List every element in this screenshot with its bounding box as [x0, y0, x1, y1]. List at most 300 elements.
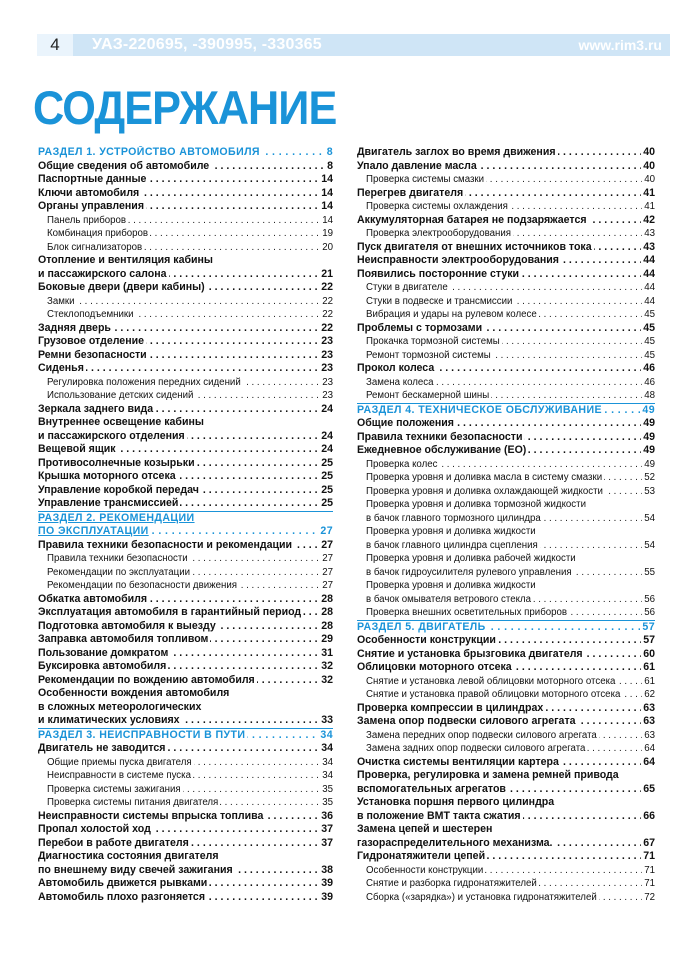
toc-entry-title: Заправка автомобиля топливом [38, 633, 209, 645]
toc-entry-title: в бачок омывателя ветрового стекла [366, 593, 531, 605]
book-title: УАЗ-220695, -390995, -330365 [92, 36, 322, 53]
toc-entry-title: Проверка уровня и доливка охлаждающей жидкости [366, 485, 603, 497]
toc-entry-title: Очистка системы вентиляции картера [357, 755, 559, 768]
toc-entry-title: Управление коробкой передач [38, 483, 199, 496]
toc-page-number: 33 [321, 714, 333, 726]
toc-entry-title: Проверка системы зажигания [47, 783, 181, 795]
toc-page-number: 49 [642, 403, 655, 416]
toc-entry-title: Автомобиль плохо разгоняется [38, 890, 206, 903]
toc-entry[interactable] [357, 810, 655, 824]
toc-page-number: 43 [644, 228, 655, 239]
toc-entry[interactable] [38, 470, 333, 484]
toc-entry[interactable] [357, 552, 655, 566]
toc-page-number: 14 [321, 173, 333, 185]
page-header-band [37, 34, 670, 56]
toc-entry-title: Стеклоподъемники [47, 309, 134, 320]
toc-left-column [38, 146, 333, 904]
toc-page-number: 27 [322, 566, 333, 578]
toc-entry[interactable] [38, 687, 333, 701]
toc-entry[interactable] [357, 606, 655, 621]
toc-entry-title: Пуск двигателя от внешних источников тока [357, 240, 592, 253]
toc-section-heading[interactable] [38, 146, 333, 160]
toc-entry-title: Задняя дверь [38, 321, 111, 334]
toc-page-number: 27 [320, 525, 333, 537]
toc-entry[interactable] [357, 850, 655, 864]
toc-page-number: 19 [322, 228, 333, 239]
toc-page-number: 36 [321, 809, 333, 822]
toc-entry[interactable] [38, 796, 333, 810]
toc-page-number: 14 [321, 186, 333, 199]
toc-entry[interactable] [38, 769, 333, 783]
toc-entry-title: Рекомендации по вождению автомобиля [38, 673, 255, 686]
toc-entry-title: Ключи автомобиля [38, 186, 140, 199]
toc-entry[interactable] [357, 729, 655, 743]
toc-entry-title: Стуки в двигателе [366, 282, 448, 293]
toc-entry-title: Проверка уровня и доливка тормозной жидкости [366, 499, 586, 510]
page-number: 4 [37, 34, 73, 56]
toc-entry[interactable] [357, 877, 655, 891]
toc-page-number: 64 [643, 755, 655, 768]
toc-page-number: 44 [644, 295, 655, 307]
toc-entry-title: Стуки в подвеске и трансмиссии [366, 295, 513, 307]
toc-entry-title: Проверка уровня и доливка жидкости [366, 580, 536, 591]
toc-entry[interactable] [38, 742, 333, 756]
toc-entry-title: Эксплуатация автомобиля в гарантийный период [38, 606, 302, 618]
toc-right-column [357, 146, 655, 904]
toc-entry[interactable] [38, 823, 333, 837]
toc-entry[interactable] [38, 497, 333, 512]
toc-entry-title: в бачок главного цилиндра сцепления [366, 539, 538, 551]
toc-entry[interactable] [357, 661, 655, 675]
toc-section-heading[interactable] [38, 729, 333, 743]
toc-entry[interactable] [357, 295, 655, 309]
toc-entry-title: Снятие и разборка гидронатяжителей [366, 878, 537, 889]
toc-entry[interactable] [38, 227, 333, 241]
toc-page-number: 40 [643, 159, 655, 172]
toc-page-number: 56 [644, 593, 655, 605]
toc-page-number: 25 [321, 456, 333, 469]
toc-entry-title: Ежедневное обслуживание (ЕО) [357, 444, 527, 456]
toc-entry[interactable] [357, 254, 655, 268]
toc-entry[interactable] [38, 579, 333, 593]
toc-entry[interactable] [357, 688, 655, 702]
toc-page-number: 53 [644, 485, 655, 497]
toc-page-number: 27 [322, 553, 333, 564]
toc-entry[interactable] [38, 295, 333, 309]
toc-entry[interactable] [357, 417, 655, 431]
toc-entry-title: Проверка, регулировка и замена ремней привода [357, 769, 619, 781]
toc-entry[interactable] [38, 362, 333, 376]
toc-entry-title: Обкатка автомобиля [38, 592, 148, 605]
toc-entry-title: Прокол колеса [357, 362, 435, 374]
toc-entry[interactable] [38, 416, 333, 430]
toc-page-number: 48 [644, 390, 655, 401]
toc-page-number: 49 [643, 430, 655, 443]
toc-entry[interactable] [357, 362, 655, 376]
toc-page-number: 39 [321, 877, 333, 889]
toc-entry[interactable] [357, 837, 655, 851]
toc-entry[interactable] [357, 187, 655, 201]
toc-entry-title: Гидронатяжители цепей [357, 850, 486, 862]
toc-entry-title: РАЗДЕЛ 1. УСТРОЙСТВО АВТОМОБИЛЯ [38, 146, 260, 158]
toc-entry[interactable] [38, 200, 333, 214]
toc-entry[interactable] [38, 810, 333, 824]
toc-entry[interactable] [38, 633, 333, 647]
toc-entry[interactable] [357, 539, 655, 553]
toc-entry[interactable] [357, 458, 655, 472]
toc-page-number: 39 [321, 890, 333, 903]
toc-page-number: 27 [321, 538, 333, 551]
toc-entry[interactable] [38, 714, 333, 729]
toc-entry[interactable] [38, 620, 333, 634]
toc-page-number: 34 [322, 756, 333, 768]
toc-page-number: 43 [643, 240, 655, 253]
toc-entry[interactable] [38, 430, 333, 444]
toc-entry[interactable] [357, 742, 655, 756]
toc-entry[interactable] [38, 756, 333, 770]
toc-entry[interactable] [357, 431, 655, 445]
toc-entry[interactable] [38, 443, 333, 457]
toc-page-number: 64 [644, 743, 655, 754]
toc-entry[interactable] [38, 701, 333, 715]
toc-entry-title: Комбинация приборов [47, 228, 149, 239]
toc-page-number: 71 [644, 878, 655, 889]
toc-entry[interactable] [38, 160, 333, 174]
toc-entry-title: Появились посторонние стуки [357, 267, 520, 280]
toc-entry-title: Грузовое отделение [38, 335, 144, 347]
toc-page-number: 34 [320, 728, 333, 741]
toc-entry-title: Общие сведения об автомобиле [38, 159, 210, 172]
toc-entry[interactable] [357, 308, 655, 322]
toc-entry[interactable] [38, 187, 333, 201]
toc-entry[interactable] [357, 349, 655, 363]
toc-page-number: 72 [644, 891, 655, 903]
page-title: СОДЕРЖАНИЕ [33, 81, 337, 134]
toc-entry-title: Общие приемы пуска двигателя [47, 756, 192, 768]
toc-page-number: 61 [643, 661, 655, 673]
toc-entry[interactable] [38, 254, 333, 268]
toc-page-number: 23 [321, 348, 333, 361]
toc-entry-title: Замки [47, 295, 75, 307]
toc-entry-title: Проверка уровня и доливка рабочей жидкости [366, 553, 576, 564]
toc-entry[interactable] [38, 457, 333, 471]
toc-page-number: 37 [321, 836, 333, 849]
toc-page-number: 54 [644, 539, 655, 551]
toc-entry-title: Правила техники безопасности [47, 553, 188, 564]
toc-page-number: 32 [321, 660, 333, 672]
toc-entry-title: Особенности конструкции [366, 864, 484, 876]
toc-page-number: 35 [322, 797, 333, 808]
toc-entry-title: Замена цепей и шестерен [357, 823, 493, 835]
toc-entry-title: Неисправности в системе пуска [47, 770, 191, 781]
toc-entry-title: РАЗДЕЛ 5. ДВИГАТЕЛЬ [357, 620, 486, 633]
toc-entry-title: и климатических условиях [38, 714, 180, 726]
toc-entry[interactable] [357, 498, 655, 512]
toc-entry[interactable] [357, 864, 655, 878]
toc-entry-title: Замена передних опор подвески силового агрегата [366, 729, 597, 741]
toc-entry[interactable] [38, 349, 333, 363]
toc-entry[interactable] [38, 484, 333, 498]
toc-section-heading[interactable] [357, 404, 655, 418]
toc-entry-title: Проверка системы смазки [366, 174, 485, 185]
toc-entry[interactable] [38, 660, 333, 674]
toc-entry-title: Крышка моторного отсека [38, 470, 176, 482]
toc-entry[interactable] [357, 444, 655, 458]
toc-entry-title: Диагностика состояния двигателя [38, 850, 219, 862]
toc-entry-title: Отопление и вентиляция кабины [38, 254, 213, 266]
toc-entry-title: в бачок гидроусилителя рулевого управления [366, 566, 572, 578]
toc-entry-title: Сиденья [38, 362, 84, 374]
toc-entry[interactable] [38, 783, 333, 797]
toc-entry[interactable] [38, 214, 333, 228]
toc-page-number: 40 [643, 146, 655, 158]
toc-entry-title: Неисправности системы впрыска топлива [38, 809, 264, 822]
toc-entry-title: Проверка внешних осветительных приборов [366, 607, 568, 618]
toc-page-number: 55 [644, 566, 655, 578]
toc-page-number: 45 [644, 349, 655, 361]
toc-page-number: 45 [644, 309, 655, 320]
toc-entry[interactable] [357, 566, 655, 580]
toc-entry[interactable] [357, 485, 655, 499]
toc-entry[interactable] [357, 796, 655, 810]
toc-entry[interactable] [357, 512, 655, 526]
toc-entry-title: Противосолнечные козырьки [38, 456, 195, 469]
toc-page-number: 20 [322, 241, 333, 253]
toc-page-number: 28 [321, 592, 333, 605]
toc-entry-title: Упало давление масла [357, 159, 477, 172]
toc-entry-title: Паспортные данные [38, 173, 147, 185]
toc-page-number: 31 [321, 646, 333, 659]
toc-entry[interactable] [357, 769, 655, 783]
toc-entry-title: Управление трансмиссией [38, 497, 179, 509]
toc-page-number: 49 [644, 458, 655, 470]
toc-page-number: 65 [643, 782, 655, 795]
toc-entry[interactable] [357, 471, 655, 485]
toc-entry-title: по внешнему виду свечей зажигания [38, 863, 233, 876]
toc-entry[interactable] [357, 268, 655, 282]
toc-entry[interactable] [357, 376, 655, 390]
toc-entry-title: Внутреннее освещение кабины [38, 416, 204, 428]
toc-entry[interactable] [38, 308, 333, 322]
toc-page-number: 41 [644, 201, 655, 212]
toc-entry-title: Вещевой ящик [38, 443, 116, 455]
toc-entry-title: Проверка колес [366, 458, 438, 470]
toc-page-number: 63 [643, 715, 655, 727]
toc-entry[interactable] [38, 389, 333, 403]
toc-page-number: 25 [321, 483, 333, 496]
toc-page-number: 29 [321, 633, 333, 645]
toc-entry[interactable] [357, 783, 655, 797]
toc-entry[interactable] [38, 281, 333, 295]
toc-entry[interactable] [357, 593, 655, 607]
toc-entry[interactable] [357, 241, 655, 255]
toc-entry-title: Органы управления [38, 200, 145, 212]
toc-entry[interactable] [357, 648, 655, 662]
toc-entry[interactable] [38, 268, 333, 282]
toc-entry[interactable] [357, 715, 655, 729]
toc-page-number: 34 [322, 770, 333, 781]
toc-entry[interactable] [357, 200, 655, 214]
toc-entry-title: Проблемы с тормозами [357, 321, 483, 334]
toc-entry-title: Двигатель не заводится [38, 742, 166, 754]
toc-entry-title: Замена колеса [366, 376, 434, 388]
toc-page-number: 40 [644, 174, 655, 185]
toc-page-number: 44 [644, 282, 655, 293]
toc-page-number: 8 [327, 159, 333, 172]
toc-entry-title: Буксировка автомобиля [38, 660, 167, 672]
toc-page-number: 14 [321, 200, 333, 212]
toc-page-number: 22 [321, 281, 333, 293]
toc-entry[interactable] [38, 335, 333, 349]
toc-entry[interactable] [357, 146, 655, 160]
toc-entry[interactable] [357, 579, 655, 593]
toc-entry-title: РАЗДЕЛ 3. НЕИСПРАВНОСТИ В ПУТИ [38, 728, 246, 741]
toc-entry[interactable] [38, 674, 333, 688]
toc-entry[interactable] [357, 891, 655, 905]
toc-entry-title: ПО ЭКСПЛУАТАЦИИ [38, 525, 149, 537]
toc-entry-title: Особенности вождения автомобиля [38, 687, 230, 699]
toc-entry[interactable] [38, 376, 333, 390]
toc-entry[interactable] [357, 227, 655, 241]
toc-page-number: 54 [644, 512, 655, 524]
toc-entry[interactable] [38, 241, 333, 255]
toc-entry-title: Общие положения [357, 417, 454, 429]
toc-entry[interactable] [357, 160, 655, 174]
toc-entry[interactable] [38, 403, 333, 417]
toc-page-number: 24 [321, 429, 333, 442]
toc-page-number: 38 [321, 863, 333, 876]
toc-entry[interactable] [357, 214, 655, 228]
toc-entry-title: Проверка системы питания двигателя [47, 797, 219, 808]
toc-entry-title: РАЗДЕЛ 2. РЕКОМЕНДАЦИИ [38, 511, 195, 524]
toc-entry[interactable] [38, 891, 333, 905]
toc-entry-title: Особенности конструкции [357, 634, 496, 646]
toc-entry-title: Панель приборов [47, 214, 127, 226]
toc-entry-title: Прокачка тормозной системы [366, 336, 500, 347]
toc-page-number: 27 [322, 580, 333, 591]
toc-page-number: 23 [322, 376, 333, 388]
toc-entry-title: Снятие и установка левой облицовки моторного отсека [366, 675, 616, 687]
toc-page-number: 8 [326, 146, 333, 158]
toc-page-number: 35 [322, 783, 333, 795]
toc-entry-title: в положение ВМТ такта сжатия [357, 809, 521, 822]
toc-entry[interactable] [357, 389, 655, 404]
toc-section-heading[interactable] [38, 525, 333, 539]
toc-entry-title: Перебои в работе двигателя [38, 836, 189, 849]
toc-entry-title: Перегрев двигателя [357, 186, 464, 199]
toc-entry[interactable] [357, 756, 655, 770]
toc-entry[interactable] [357, 281, 655, 295]
toc-entry[interactable] [357, 322, 655, 336]
toc-page-number: 22 [321, 321, 333, 334]
toc-page-number: 49 [643, 444, 655, 456]
toc-entry-title: Замена опор подвески силового агрегата [357, 715, 576, 727]
toc-entry-title: Проверка уровня и доливка масла в систему смазки [366, 472, 603, 483]
toc-entry-title: Использование детских сидений [47, 390, 194, 401]
toc-page-number: 37 [321, 823, 333, 835]
toc-page-number: 44 [643, 254, 655, 266]
toc-page-number: 52 [644, 472, 655, 483]
toc-page-number: 14 [322, 214, 333, 226]
toc-entry-title: Снятие и установка брызговика двигателя [357, 647, 583, 660]
toc-entry-title: Установка поршня первого цилиндра [357, 796, 555, 808]
toc-page-number: 62 [644, 689, 655, 700]
toc-page-number: 41 [643, 186, 655, 199]
toc-page-number: 45 [644, 336, 655, 347]
toc-entry[interactable] [357, 525, 655, 539]
toc-entry-title: Проверка уровня и доливка жидкости [366, 526, 536, 537]
toc-entry[interactable] [357, 675, 655, 689]
toc-entry[interactable] [38, 850, 333, 864]
toc-entry-title: Двигатель заглох во время движения [357, 146, 556, 158]
toc-entry-title: Ремонт бескамерной шины [366, 390, 490, 401]
toc-page-number: 34 [321, 742, 333, 754]
toc-entry[interactable] [357, 335, 655, 349]
toc-page-number: 71 [643, 850, 655, 862]
toc-entry[interactable] [357, 823, 655, 837]
toc-entry[interactable] [357, 702, 655, 716]
toc-section-heading[interactable] [38, 512, 333, 526]
toc-entry[interactable] [38, 566, 333, 580]
toc-entry[interactable] [38, 864, 333, 878]
website-url[interactable]: www.rim3.ru [578, 37, 662, 53]
toc-entry[interactable] [38, 837, 333, 851]
toc-entry-title: Аккумуляторная батарея не подзаряжается [357, 213, 587, 226]
toc-entry-title: Регулировка положения передних сидений [47, 376, 241, 388]
toc-page-number: 44 [643, 267, 655, 280]
toc-page-number: 24 [321, 402, 333, 415]
toc-entry[interactable] [38, 877, 333, 891]
toc-page-number: 21 [321, 267, 333, 280]
toc-entry[interactable] [357, 634, 655, 648]
toc-entry-title: в сложных метеорологических [38, 700, 202, 713]
toc-entry-title: Сборка («зарядка») и установка гидронатяжителей [366, 891, 597, 903]
toc-entry-title: Рекомендации по эксплуатации [47, 566, 191, 578]
toc-entry-title: Правила техники безопасности и рекомендации [38, 538, 293, 551]
toc-page-number: 23 [321, 362, 333, 374]
toc-page-number: 61 [644, 675, 655, 687]
toc-entry-title: Проверка системы охлаждения [366, 201, 508, 212]
toc-page-number: 49 [643, 417, 655, 429]
toc-entry-title: Ремни безопасности [38, 348, 147, 361]
toc-entry[interactable] [38, 647, 333, 661]
toc-entry[interactable] [38, 552, 333, 566]
toc-entry-title: и пассажирского салона [38, 267, 167, 280]
toc-page-number: 67 [643, 836, 655, 849]
toc-entry-title: вспомогательных агрегатов [357, 782, 506, 795]
toc-entry-title: РАЗДЕЛ 4. ТЕХНИЧЕСКОЕ ОБСЛУЖИВАНИЕ [357, 403, 602, 416]
toc-entry[interactable] [38, 539, 333, 553]
toc-page-number: 63 [643, 701, 655, 714]
toc-entry[interactable] [38, 173, 333, 187]
toc-entry-title: Автомобиль движется рывками [38, 877, 208, 889]
toc-entry-title: Подготовка автомобиля к выезду [38, 619, 216, 632]
toc-entry-title: Ремонт тормозной системы [366, 349, 491, 361]
toc-entry[interactable] [38, 593, 333, 607]
toc-page-number: 32 [321, 673, 333, 686]
toc-entry[interactable] [357, 173, 655, 187]
toc-page-number: 22 [322, 309, 333, 320]
toc-entry[interactable] [38, 606, 333, 620]
toc-entry-title: Облицовки моторного отсека [357, 661, 512, 673]
toc-page-number: 57 [642, 620, 655, 633]
toc-entry[interactable] [38, 322, 333, 336]
toc-page-number: 57 [643, 634, 655, 646]
toc-entry-title: Проверка компрессии в цилиндрах [357, 701, 544, 714]
toc-page-number: 28 [321, 606, 333, 618]
toc-section-heading[interactable] [357, 621, 655, 635]
toc-page-number: 46 [643, 362, 655, 374]
